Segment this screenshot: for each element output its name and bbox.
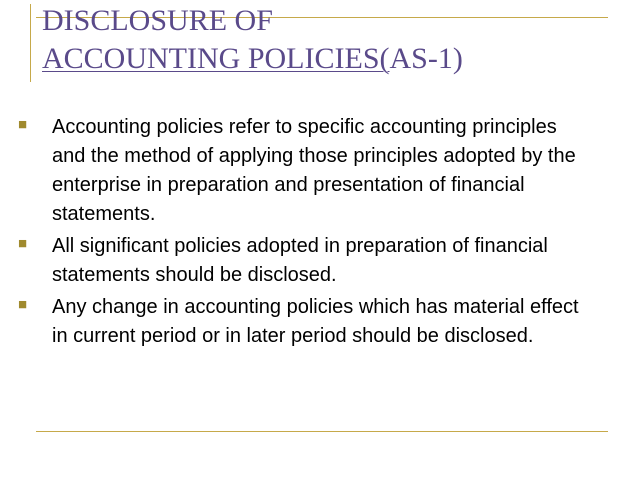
bullet-text: All significant policies adopted in preparation of financial statements should be disclosed. [52,235,548,286]
square-bullet-icon: ■ [18,235,28,252]
title-line-2-underlined: ACCOUNTING POLICIES( [42,42,390,75]
title-line-2-rest: AS-1) [389,42,463,75]
bullet-item [0,293,592,351]
bullet-list [0,113,638,354]
bullet-item [0,232,592,290]
title-line-2 [42,40,463,78]
square-bullet-icon: ■ [18,296,28,313]
left-accent-line [30,4,31,82]
title-line-1: DISCLOSURE OF [42,4,273,37]
bottom-accent-line [36,431,608,432]
square-bullet-icon: ■ [18,116,28,133]
bullet-item [0,113,592,229]
slide-title [42,2,463,78]
bullet-text: Accounting policies refer to specific accounting principles and the method of applying those principles adopted by the enterprise in preparation and presentation of financial statements. [52,116,576,225]
bullet-text: Any change in accounting policies which has material effect in current period or in later period should be disclosed. [52,296,579,347]
